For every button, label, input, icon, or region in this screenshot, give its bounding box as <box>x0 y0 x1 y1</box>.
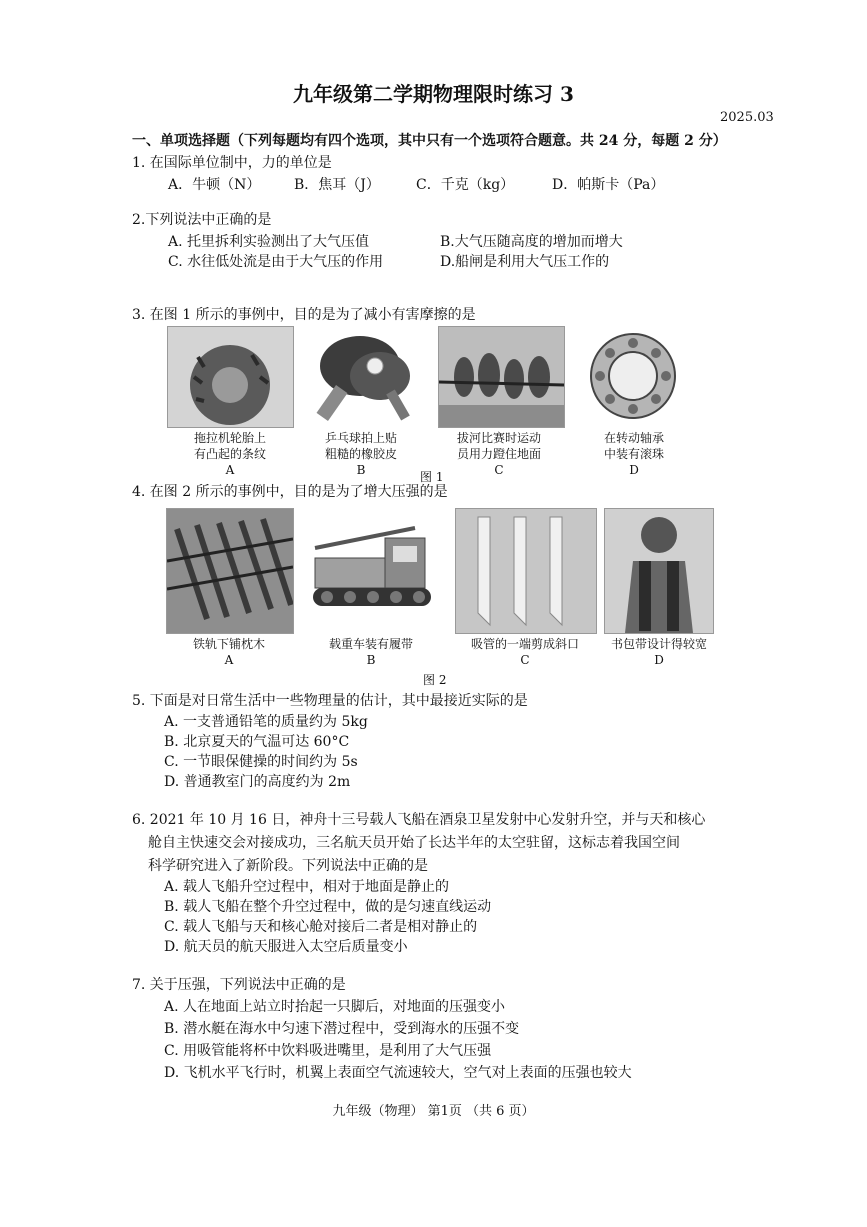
section-heading: 一、单项选择题（下列每题均有四个选项，其中只有一个选项符合题意。共 24 分，每题 2 分） <box>132 133 727 149</box>
q1-option-d: D．帕斯卡（Pa） <box>552 177 665 193</box>
ping-pong-paddle-image <box>305 326 425 426</box>
q6-option-a: A. 载人飞船升空过程中，相对于地面是静止的 <box>164 879 450 895</box>
question-6-line3: 科学研究进入了新阶段。下列说法中正确的是 <box>148 858 428 874</box>
exam-date: 2025.03 <box>720 110 774 125</box>
schoolbag-strap-image <box>604 508 714 634</box>
q5-option-c: C. 一节眼保健操的时间约为 5s <box>164 754 358 770</box>
question-7-stem: 7. 关于压强，下列说法中正确的是 <box>132 977 346 993</box>
tractor-tire-image <box>167 326 294 428</box>
q5-option-a: A. 一支普通铅笔的质量约为 5kg <box>164 714 368 730</box>
tracked-truck-image <box>305 508 442 632</box>
railway-sleepers-image <box>166 508 294 634</box>
q7-option-c: C. 用吸管能将杯中饮料吸进嘴里，是利用了大气压强 <box>164 1043 492 1059</box>
q2-option-a: A. 托里拆利实验测出了大气压值 <box>168 234 370 250</box>
question-6-line1: 6. 2021 年 10 月 16 日，神舟十三号载人飞船在酒泉卫星发射中心发射升空，并与天和核心 <box>132 812 706 828</box>
question-1-stem: 1. 在国际单位制中，力的单位是 <box>132 155 332 171</box>
q7-option-a: A. 人在地面上站立时抬起一只脚后，对地面的压强变小 <box>164 999 506 1015</box>
q4-caption-b: 载重车装有履带 B <box>328 637 413 667</box>
q6-option-b: B. 载人飞船在整个升空过程中，做的是匀速直线运动 <box>164 899 492 915</box>
q2-option-c: C. 水往低处流是由于大气压的作用 <box>168 254 384 270</box>
q3-caption-b: 乒乓球拍上贴 粗糙的橡胶皮 B <box>324 431 397 477</box>
q3-caption-c: 拔河比赛时运动 员用力蹬住地面 C <box>456 431 541 477</box>
q2-option-d: D.船闸是利用大气压工作的 <box>440 254 610 270</box>
q2-option-b: B.大气压随高度的增加而增大 <box>440 234 623 250</box>
question-5-stem: 5. 下面是对日常生活中一些物理量的估计，其中最接近实际的是 <box>132 693 528 709</box>
q5-option-b: B. 北京夏天的气温可达 60°C <box>164 734 350 750</box>
q7-option-b: B. 潜水艇在海水中匀速下潜过程中，受到海水的压强不变 <box>164 1021 520 1037</box>
question-2-stem: 2.下列说法中正确的是 <box>132 212 272 228</box>
q4-caption-d: 书包带设计得较宽 D <box>610 637 707 667</box>
page-footer: 九年级（物理） 第1页 （共 6 页） <box>332 1104 535 1119</box>
q4-caption-a: 铁轨下铺枕木 A <box>192 637 265 667</box>
q1-option-b: B．焦耳（J） <box>294 177 380 193</box>
ball-bearing-image <box>583 326 683 426</box>
q3-caption-d: 在转动轴承 中装有滚珠 D <box>603 431 664 477</box>
figure-2-label: 图 2 <box>423 673 447 687</box>
q4-caption-c: 吸管的一端剪成斜口 C <box>470 637 579 667</box>
page-title: 九年级第二学期物理限时练习 3 <box>293 82 574 106</box>
figure-1-label: 图 1 <box>420 470 444 484</box>
question-3-stem: 3. 在图 1 所示的事例中，目的是为了减小有害摩擦的是 <box>132 307 476 323</box>
q3-caption-a: 拖拉机轮胎上 有凸起的条纹 A <box>193 431 266 477</box>
question-6-line2: 舱自主快速交会对接成功，三名航天员开始了长达半年的太空驻留，这标志着我国空间 <box>148 835 680 851</box>
tug-of-war-image <box>438 326 565 428</box>
q1-option-a: A．牛顿（N） <box>168 177 261 193</box>
question-4-stem: 4. 在图 2 所示的事例中，目的是为了增大压强的是 <box>132 484 448 500</box>
q6-option-d: D. 航天员的航天服进入太空后质量变小 <box>164 939 408 955</box>
q7-option-d: D. 飞机水平飞行时，机翼上表面空气流速较大，空气对上表面的压强也较大 <box>164 1065 632 1081</box>
q6-option-c: C. 载人飞船与天和核心舱对接后二者是相对静止的 <box>164 919 478 935</box>
straw-cut-image <box>455 508 597 634</box>
q1-option-c: C．千克（kg） <box>416 177 515 193</box>
q5-option-d: D. 普通教室门的高度约为 2m <box>164 774 351 790</box>
